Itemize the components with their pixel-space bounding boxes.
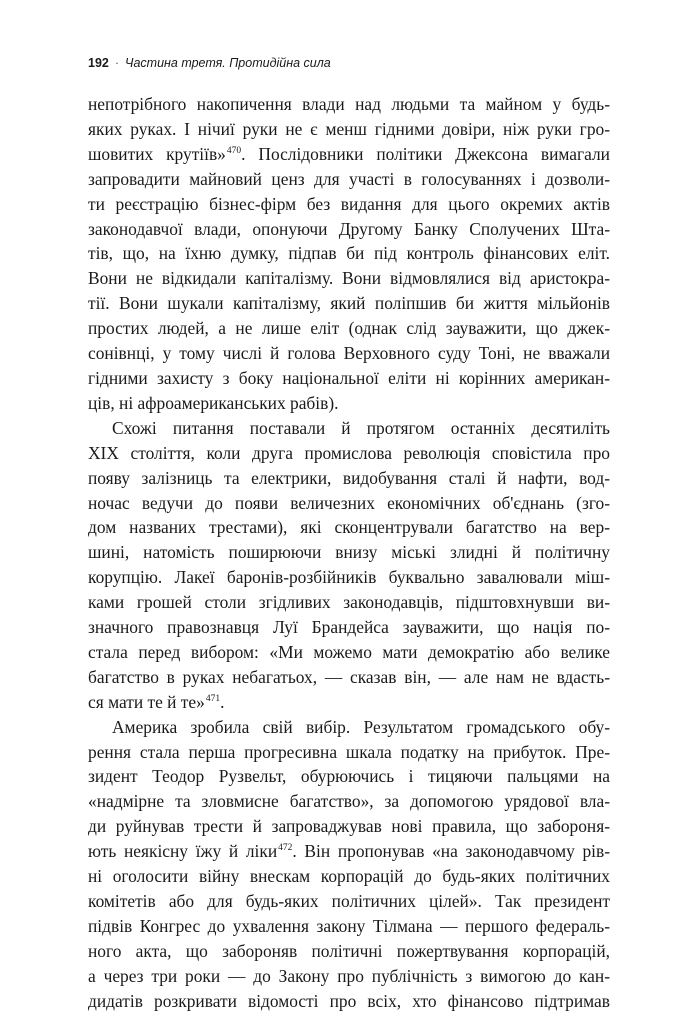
line-text: зидент Теодор Рузвельт, обурюючись і тицяючи пальцями на (88, 766, 610, 787)
running-head (88, 55, 331, 71)
line-text: ди руйнував трести й запроваджував нові правила, що забороня- (88, 816, 610, 837)
text-line (88, 491, 610, 516)
line-text: «надмірне та зловмисне багатство», за допомогою урядової вла- (88, 791, 610, 812)
text-line (88, 889, 610, 914)
text-line (88, 715, 610, 740)
footnote-marker: 472 (278, 843, 293, 854)
text-line (88, 291, 610, 316)
text-line (88, 690, 610, 715)
text-line (88, 167, 610, 192)
line-text: ні оголосити війну внескам корпорацій до будь-яких політичних (88, 866, 610, 887)
page-number: 192 (88, 56, 109, 70)
text-line (88, 565, 610, 590)
line-text: шовитих крутіїв» (88, 143, 226, 164)
line-text: тії. Вони шукали капіталізму, який поліпшив би життя мільйонів (88, 293, 610, 314)
text-line (88, 839, 610, 864)
line-text: Америка зробила свій вибір. Результатом громадського обу- (112, 716, 610, 737)
text-line (88, 391, 610, 416)
line-text: ного акта, що забороняв політичні пожертвування корпорацій, (88, 940, 610, 961)
line-text: значного правознавця Луї Брандейса зауважити, що нація по- (88, 617, 610, 638)
line-text: ють неякісну їжу й ліки (88, 841, 278, 862)
text-line (88, 864, 610, 889)
text-line (88, 92, 610, 117)
line-text: ночас ведучи до появи величезних економічних об'єднань (зго- (88, 492, 610, 513)
line-text: ся мати те й те» (88, 691, 205, 712)
text-line (88, 665, 610, 690)
text-line (88, 989, 610, 1014)
line-text-continued: . Він пропонував «на законодавчому рів- (292, 841, 610, 862)
text-line (88, 914, 610, 939)
line-text: яких руках. І нічиї руки не є менш гідними довіри, ніж руки гро- (88, 118, 610, 139)
text-line (88, 316, 610, 341)
line-text: дидатів розкривати відомості про всіх, хто фінансово підтримав (88, 990, 610, 1011)
line-text: багатство в руках небагатьох, — сказав він, — але нам не вдасть- (88, 666, 610, 687)
line-text-continued: . Послідовники політики Джексона вимагали (241, 143, 610, 164)
running-head-title: Частина третя. Протидійна сила (125, 56, 331, 70)
text-line (88, 515, 610, 540)
line-text: ців, ні афроамериканських рабів). (88, 392, 339, 413)
text-line (88, 789, 610, 814)
paragraph (88, 92, 610, 416)
paragraph (88, 416, 610, 715)
line-text: XIX століття, коли друга промислова революція сповістила про (88, 442, 610, 463)
line-text: підвів Конгрес до ухвалення закону Тілмана — першого федераль- (88, 915, 610, 936)
line-text: ками грошей столи згідливих законодавців, підштовхнувши ви- (88, 592, 610, 613)
line-text: непотрібного накопичення влади над людьми та майном у будь- (88, 94, 610, 114)
text-line (88, 192, 610, 217)
text-line (88, 540, 610, 565)
line-text: ти реєстрацію бізнес-фірм без видання для цього окремих актів (88, 193, 610, 214)
line-text: корупцію. Лакеї баронів-розбійників буквально завалювали міш- (88, 567, 610, 588)
footnote-marker: 471 (205, 693, 221, 704)
line-text: дом названих трестами), які сконцентрували багатство на вер- (88, 517, 610, 538)
running-head-separator: · (114, 56, 120, 70)
line-text: Схожі питання поставали й протягом останніх десятиліть (112, 417, 610, 438)
text-line (88, 117, 610, 142)
line-text: комітетів або для будь-яких політичних цілей». Так президент (88, 891, 610, 911)
text-line (88, 615, 610, 640)
text-line (88, 764, 610, 789)
line-text-continued: . (220, 691, 225, 712)
text-line (88, 939, 610, 964)
line-text: тів, що, на їхню думку, підпав би під контроль фінансових еліт. (88, 243, 610, 264)
line-text: рення стала перша прогресивна шкала податку на прибуток. Пре- (88, 741, 610, 762)
line-text: появу залізниць та електрики, видобування сталі й нафти, вод- (88, 467, 610, 488)
text-line (88, 241, 610, 266)
text-line (88, 416, 610, 441)
text-line (88, 366, 610, 391)
body-text (88, 92, 610, 1014)
line-text: сонівнці, у тому числі й голова Верховного суду Тоні, не вважали (88, 343, 610, 364)
text-line (88, 217, 610, 242)
line-text: простих людей, а не лише еліт (однак слід зауважити, що джек- (88, 318, 610, 339)
footnote-marker: 470 (226, 146, 242, 157)
line-text: гідними захисту з боку національної еліти ні корінних американ- (88, 367, 610, 388)
line-text: Вони не відкидали капіталізму. Вони відмовлялися від аристокра- (88, 268, 610, 289)
text-line (88, 590, 610, 615)
text-line (88, 640, 610, 665)
line-text: а через три роки — до Закону про публічність з вимогою до кан- (88, 965, 610, 986)
paragraph (88, 715, 610, 1014)
text-line (88, 964, 610, 989)
text-line (88, 814, 610, 839)
line-text: шині, натомість поширюючи внизу міські злидні й політичну (88, 542, 610, 563)
text-line (88, 266, 610, 291)
line-text: стала перед вибором: «Ми можемо мати демократію або велике (88, 641, 610, 662)
line-text: запровадити майновий ценз для участі в голосуваннях і дозволи- (88, 168, 610, 189)
text-line (88, 341, 610, 366)
line-text: законодавчої влади, опонуючи Другому Банку Сполучених Шта- (88, 218, 610, 239)
text-line (88, 441, 610, 466)
text-line (88, 466, 610, 491)
text-line (88, 142, 610, 167)
text-line (88, 740, 610, 765)
